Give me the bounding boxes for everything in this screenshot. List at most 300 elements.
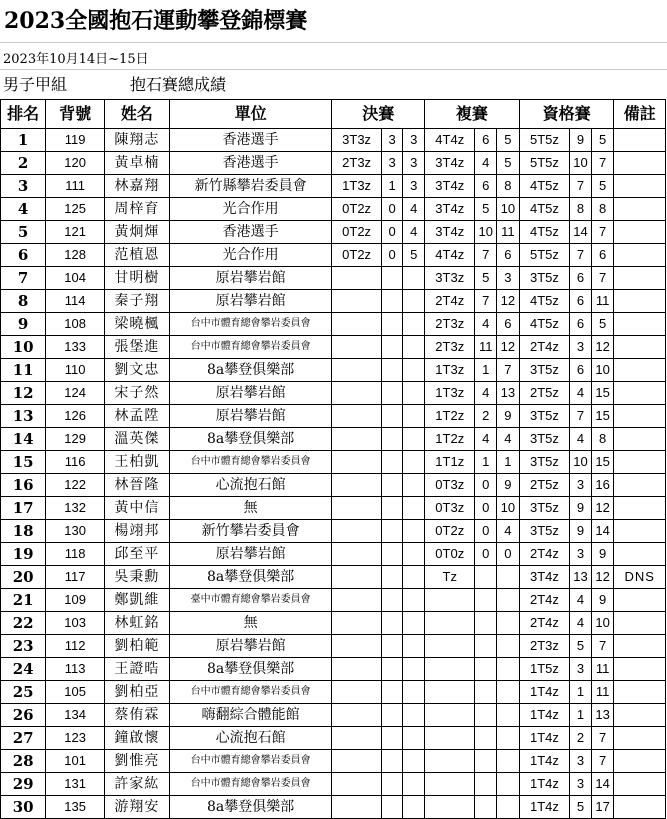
table-row <box>1 520 666 543</box>
team-cell: 嗨翻綜合體能館 <box>169 704 332 727</box>
semi-zones-attempts-cell: 13 <box>497 382 520 405</box>
note-cell <box>614 796 666 819</box>
table-row <box>1 152 666 175</box>
rank-cell: 28 <box>1 750 46 773</box>
note-cell <box>614 635 666 658</box>
table-row <box>1 336 666 359</box>
final-result-cell <box>332 612 381 635</box>
table-row <box>1 474 666 497</box>
qual-tops-attempts-cell: 4 <box>570 612 592 635</box>
name-cell: 王柏凱 <box>104 451 169 474</box>
bib-cell: 129 <box>46 428 105 451</box>
final-zones-attempts-cell <box>403 681 425 704</box>
semi-tops-attempts-cell <box>475 658 497 681</box>
final-result-cell <box>332 796 381 819</box>
final-zones-attempts-cell <box>403 543 425 566</box>
rank-cell: 17 <box>1 497 46 520</box>
qual-zones-attempts-cell: 11 <box>591 658 614 681</box>
rank-cell: 27 <box>1 727 46 750</box>
final-zones-attempts-cell <box>403 520 425 543</box>
qual-tops-attempts-cell: 10 <box>570 152 592 175</box>
semi-result-cell: 0T2z <box>425 520 475 543</box>
final-result-cell <box>332 750 381 773</box>
qual-result-cell: 3T5z <box>519 451 569 474</box>
qual-tops-attempts-cell: 5 <box>570 635 592 658</box>
qual-zones-attempts-cell: 7 <box>591 267 614 290</box>
note-cell <box>614 313 666 336</box>
qual-zones-attempts-cell: 7 <box>591 750 614 773</box>
bib-cell: 133 <box>46 336 105 359</box>
bib-cell: 117 <box>46 566 105 589</box>
semi-zones-attempts-cell <box>497 658 520 681</box>
table-row <box>1 428 666 451</box>
note-cell <box>614 658 666 681</box>
semi-tops-attempts-cell: 5 <box>475 267 497 290</box>
divider <box>0 69 667 70</box>
name-cell: 許家紘 <box>104 773 169 796</box>
semi-zones-attempts-cell <box>497 635 520 658</box>
name-cell: 張堡進 <box>104 336 169 359</box>
note-cell <box>614 428 666 451</box>
divider <box>0 42 667 43</box>
bib-cell: 135 <box>46 796 105 819</box>
final-result-cell <box>332 543 381 566</box>
semi-result-cell: 4T4z <box>425 129 475 152</box>
final-tops-attempts-cell <box>381 313 403 336</box>
name-cell: 溫英傑 <box>104 428 169 451</box>
name-cell: 秦子翔 <box>104 290 169 313</box>
bib-cell: 110 <box>46 359 105 382</box>
rank-cell: 6 <box>1 244 46 267</box>
rank-cell: 24 <box>1 658 46 681</box>
bib-cell: 112 <box>46 635 105 658</box>
semi-zones-attempts-cell: 7 <box>497 359 520 382</box>
semi-result-cell <box>425 635 475 658</box>
final-result-cell <box>332 566 381 589</box>
rank-cell: 21 <box>1 589 46 612</box>
name-cell: 陳翔志 <box>104 129 169 152</box>
name-cell: 林虹銘 <box>104 612 169 635</box>
final-tops-attempts-cell <box>381 727 403 750</box>
final-result-cell <box>332 773 381 796</box>
name-cell: 王證晧 <box>104 658 169 681</box>
qual-tops-attempts-cell: 7 <box>570 244 592 267</box>
semi-result-cell <box>425 727 475 750</box>
final-tops-attempts-cell <box>381 336 403 359</box>
semi-tops-attempts-cell: 7 <box>475 290 497 313</box>
group-label: 男子甲組 <box>3 75 68 94</box>
team-cell: 台中市體育總會攀岩委員會 <box>169 336 332 359</box>
note-cell <box>614 773 666 796</box>
final-tops-attempts-cell <box>381 451 403 474</box>
qual-zones-attempts-cell: 6 <box>591 244 614 267</box>
note-cell <box>614 336 666 359</box>
semi-tops-attempts-cell: 2 <box>475 405 497 428</box>
semi-zones-attempts-cell: 11 <box>497 221 520 244</box>
rank-cell: 30 <box>1 796 46 819</box>
note-cell <box>614 727 666 750</box>
bib-cell: 122 <box>46 474 105 497</box>
semi-tops-attempts-cell: 10 <box>475 221 497 244</box>
final-result-cell <box>332 405 381 428</box>
qual-tops-attempts-cell: 13 <box>570 566 592 589</box>
semi-tops-attempts-cell: 0 <box>475 520 497 543</box>
note-cell <box>614 474 666 497</box>
semi-zones-attempts-cell <box>497 727 520 750</box>
qual-result-cell: 5T5z <box>519 152 569 175</box>
rank-cell: 7 <box>1 267 46 290</box>
qual-tops-attempts-cell: 3 <box>570 543 592 566</box>
name-cell: 林晉隆 <box>104 474 169 497</box>
qual-result-cell: 3T5z <box>519 428 569 451</box>
semi-zones-attempts-cell <box>497 566 520 589</box>
final-tops-attempts-cell <box>381 635 403 658</box>
semi-tops-attempts-cell <box>475 796 497 819</box>
semi-zones-attempts-cell <box>497 773 520 796</box>
table-row <box>1 704 666 727</box>
qual-result-cell: 2T5z <box>519 474 569 497</box>
semi-tops-attempts-cell <box>475 566 497 589</box>
table-row <box>1 382 666 405</box>
semi-zones-attempts-cell: 1 <box>497 451 520 474</box>
name-cell: 吳秉勳 <box>104 566 169 589</box>
final-result-cell <box>332 267 381 290</box>
final-zones-attempts-cell <box>403 750 425 773</box>
team-cell: 光合作用 <box>169 198 332 221</box>
qual-tops-attempts-cell: 14 <box>570 221 592 244</box>
qual-tops-attempts-cell: 9 <box>570 129 592 152</box>
table-row <box>1 658 666 681</box>
final-result-cell <box>332 336 381 359</box>
bib-cell: 123 <box>46 727 105 750</box>
team-cell: 心流抱石館 <box>169 727 332 750</box>
semi-tops-attempts-cell: 5 <box>475 198 497 221</box>
final-tops-attempts-cell: 3 <box>381 152 403 175</box>
qual-result-cell: 1T5z <box>519 658 569 681</box>
final-zones-attempts-cell <box>403 796 425 819</box>
final-zones-attempts-cell <box>403 704 425 727</box>
bib-cell: 121 <box>46 221 105 244</box>
qual-tops-attempts-cell: 6 <box>570 267 592 290</box>
final-result-cell <box>332 727 381 750</box>
note-cell <box>614 520 666 543</box>
note-cell <box>614 704 666 727</box>
bib-cell: 120 <box>46 152 105 175</box>
final-tops-attempts-cell <box>381 405 403 428</box>
header-semi: 複賽 <box>425 100 520 129</box>
semi-result-cell <box>425 681 475 704</box>
bib-cell: 131 <box>46 773 105 796</box>
table-row <box>1 497 666 520</box>
qual-result-cell: 2T5z <box>519 382 569 405</box>
rank-cell: 19 <box>1 543 46 566</box>
team-cell: 光合作用 <box>169 244 332 267</box>
semi-tops-attempts-cell: 4 <box>475 152 497 175</box>
bib-cell: 108 <box>46 313 105 336</box>
semi-tops-attempts-cell: 6 <box>475 129 497 152</box>
rank-cell: 16 <box>1 474 46 497</box>
final-result-cell <box>332 474 381 497</box>
note-cell <box>614 290 666 313</box>
table-row <box>1 129 666 152</box>
name-cell: 黃卓楠 <box>104 152 169 175</box>
semi-result-cell: 2T4z <box>425 290 475 313</box>
note-cell <box>614 405 666 428</box>
name-cell: 黃中信 <box>104 497 169 520</box>
bib-cell: 128 <box>46 244 105 267</box>
table-row <box>1 773 666 796</box>
note-cell <box>614 198 666 221</box>
qual-tops-attempts-cell: 7 <box>570 405 592 428</box>
rank-cell: 18 <box>1 520 46 543</box>
header-bib: 背號 <box>46 100 105 129</box>
bib-cell: 111 <box>46 175 105 198</box>
name-cell: 宋子然 <box>104 382 169 405</box>
qual-tops-attempts-cell: 7 <box>570 175 592 198</box>
final-zones-attempts-cell <box>403 612 425 635</box>
note-cell <box>614 359 666 382</box>
qual-result-cell: 1T4z <box>519 681 569 704</box>
semi-result-cell: 3T4z <box>425 175 475 198</box>
rank-cell: 23 <box>1 635 46 658</box>
team-cell: 香港選手 <box>169 129 332 152</box>
team-cell: 原岩攀岩館 <box>169 543 332 566</box>
note-cell <box>614 221 666 244</box>
semi-result-cell: 0T3z <box>425 497 475 520</box>
qual-zones-attempts-cell: 13 <box>591 704 614 727</box>
semi-tops-attempts-cell <box>475 704 497 727</box>
final-result-cell <box>332 497 381 520</box>
final-result-cell <box>332 520 381 543</box>
semi-tops-attempts-cell: 1 <box>475 359 497 382</box>
note-cell <box>614 497 666 520</box>
note-cell <box>614 152 666 175</box>
qual-tops-attempts-cell: 6 <box>570 290 592 313</box>
semi-result-cell <box>425 773 475 796</box>
qual-tops-attempts-cell: 1 <box>570 681 592 704</box>
qual-tops-attempts-cell: 1 <box>570 704 592 727</box>
name-cell: 梁曉楓 <box>104 313 169 336</box>
qual-tops-attempts-cell: 10 <box>570 451 592 474</box>
semi-zones-attempts-cell: 9 <box>497 405 520 428</box>
semi-result-cell <box>425 658 475 681</box>
table-row <box>1 198 666 221</box>
rank-cell: 26 <box>1 704 46 727</box>
semi-result-cell <box>425 612 475 635</box>
rank-cell: 1 <box>1 129 46 152</box>
table-row <box>1 589 666 612</box>
semi-zones-attempts-cell <box>497 796 520 819</box>
semi-tops-attempts-cell: 0 <box>475 543 497 566</box>
semi-tops-attempts-cell <box>475 750 497 773</box>
final-tops-attempts-cell <box>381 359 403 382</box>
semi-result-cell: 0T0z <box>425 543 475 566</box>
team-cell: 新竹縣攀岩委員會 <box>169 175 332 198</box>
qual-tops-attempts-cell: 9 <box>570 520 592 543</box>
semi-result-cell: 1T2z <box>425 405 475 428</box>
qual-result-cell: 3T5z <box>519 520 569 543</box>
semi-tops-attempts-cell: 0 <box>475 474 497 497</box>
qual-result-cell: 2T4z <box>519 612 569 635</box>
qual-tops-attempts-cell: 4 <box>570 428 592 451</box>
rank-cell: 8 <box>1 290 46 313</box>
note-cell <box>614 244 666 267</box>
qual-tops-attempts-cell: 4 <box>570 589 592 612</box>
semi-zones-attempts-cell <box>497 589 520 612</box>
rank-cell: 13 <box>1 405 46 428</box>
name-cell: 林嘉翔 <box>104 175 169 198</box>
header-name: 姓名 <box>104 100 169 129</box>
qual-zones-attempts-cell: 15 <box>591 382 614 405</box>
final-result-cell <box>332 382 381 405</box>
semi-zones-attempts-cell <box>497 681 520 704</box>
bib-cell: 104 <box>46 267 105 290</box>
bib-cell: 134 <box>46 704 105 727</box>
final-zones-attempts-cell <box>403 566 425 589</box>
qual-zones-attempts-cell: 5 <box>591 175 614 198</box>
final-tops-attempts-cell: 0 <box>381 198 403 221</box>
note-cell <box>614 681 666 704</box>
qual-result-cell: 5T5z <box>519 244 569 267</box>
qual-result-cell: 4T5z <box>519 313 569 336</box>
final-result-cell <box>332 313 381 336</box>
header-rank: 排名 <box>1 100 46 129</box>
team-cell: 8a攀登俱樂部 <box>169 428 332 451</box>
team-cell: 原岩攀岩館 <box>169 267 332 290</box>
qual-result-cell: 4T5z <box>519 198 569 221</box>
note-cell <box>614 267 666 290</box>
qual-result-cell: 1T4z <box>519 750 569 773</box>
final-zones-attempts-cell <box>403 405 425 428</box>
qual-zones-attempts-cell: 17 <box>591 796 614 819</box>
final-zones-attempts-cell <box>403 290 425 313</box>
bib-cell: 105 <box>46 681 105 704</box>
rank-cell: 25 <box>1 681 46 704</box>
final-zones-attempts-cell <box>403 773 425 796</box>
final-zones-attempts-cell <box>403 497 425 520</box>
final-zones-attempts-cell <box>403 313 425 336</box>
qual-result-cell: 3T5z <box>519 405 569 428</box>
qual-result-cell: 1T4z <box>519 773 569 796</box>
qual-result-cell: 4T5z <box>519 290 569 313</box>
final-zones-attempts-cell: 3 <box>403 175 425 198</box>
qual-zones-attempts-cell: 12 <box>591 336 614 359</box>
qual-result-cell: 3T5z <box>519 267 569 290</box>
final-tops-attempts-cell <box>381 497 403 520</box>
semi-tops-attempts-cell <box>475 635 497 658</box>
rank-cell: 20 <box>1 566 46 589</box>
name-cell: 劉文忠 <box>104 359 169 382</box>
note-cell <box>614 612 666 635</box>
bib-cell: 116 <box>46 451 105 474</box>
final-tops-attempts-cell <box>381 796 403 819</box>
qual-tops-attempts-cell: 5 <box>570 796 592 819</box>
qual-result-cell: 3T5z <box>519 359 569 382</box>
final-result-cell <box>332 589 381 612</box>
qual-zones-attempts-cell: 8 <box>591 428 614 451</box>
qual-zones-attempts-cell: 8 <box>591 198 614 221</box>
semi-result-cell: 2T3z <box>425 336 475 359</box>
qual-tops-attempts-cell: 6 <box>570 313 592 336</box>
name-cell: 鐘啟懷 <box>104 727 169 750</box>
qual-zones-attempts-cell: 7 <box>591 152 614 175</box>
semi-tops-attempts-cell <box>475 681 497 704</box>
semi-tops-attempts-cell: 11 <box>475 336 497 359</box>
team-cell: 8a攀登俱樂部 <box>169 658 332 681</box>
team-cell: 8a攀登俱樂部 <box>169 796 332 819</box>
table-row <box>1 313 666 336</box>
qual-zones-attempts-cell: 12 <box>591 566 614 589</box>
semi-result-cell <box>425 750 475 773</box>
name-cell: 蔡侑霖 <box>104 704 169 727</box>
note-cell <box>614 750 666 773</box>
semi-tops-attempts-cell <box>475 727 497 750</box>
team-cell: 台中市體育總會攀岩委員會 <box>169 773 332 796</box>
qual-result-cell: 5T5z <box>519 129 569 152</box>
qual-zones-attempts-cell: 9 <box>591 543 614 566</box>
team-cell: 原岩攀岩館 <box>169 290 332 313</box>
semi-zones-attempts-cell <box>497 612 520 635</box>
note-cell <box>614 451 666 474</box>
final-zones-attempts-cell: 3 <box>403 129 425 152</box>
name-cell: 甘明樹 <box>104 267 169 290</box>
bib-cell: 113 <box>46 658 105 681</box>
qual-result-cell: 2T4z <box>519 336 569 359</box>
semi-zones-attempts-cell: 10 <box>497 497 520 520</box>
semi-zones-attempts-cell: 3 <box>497 267 520 290</box>
final-result-cell <box>332 681 381 704</box>
final-zones-attempts-cell <box>403 359 425 382</box>
final-tops-attempts-cell: 3 <box>381 129 403 152</box>
semi-zones-attempts-cell: 5 <box>497 152 520 175</box>
rank-cell: 5 <box>1 221 46 244</box>
qual-tops-attempts-cell: 2 <box>570 727 592 750</box>
rank-cell: 4 <box>1 198 46 221</box>
semi-zones-attempts-cell: 5 <box>497 129 520 152</box>
name-cell: 黃炯煇 <box>104 221 169 244</box>
name-cell: 劉柏亞 <box>104 681 169 704</box>
qual-zones-attempts-cell: 15 <box>591 405 614 428</box>
bib-cell: 101 <box>46 750 105 773</box>
table-row <box>1 221 666 244</box>
semi-zones-attempts-cell: 6 <box>497 313 520 336</box>
note-cell <box>614 382 666 405</box>
final-tops-attempts-cell <box>381 474 403 497</box>
rank-cell: 11 <box>1 359 46 382</box>
table-row <box>1 543 666 566</box>
semi-tops-attempts-cell: 4 <box>475 313 497 336</box>
team-cell: 原岩攀岩館 <box>169 405 332 428</box>
team-cell: 香港選手 <box>169 152 332 175</box>
team-cell: 香港選手 <box>169 221 332 244</box>
final-zones-attempts-cell <box>403 589 425 612</box>
team-cell: 臺中市體育總會攀岩委員會 <box>169 589 332 612</box>
qual-zones-attempts-cell: 11 <box>591 290 614 313</box>
team-cell: 心流抱石館 <box>169 474 332 497</box>
qual-tops-attempts-cell: 6 <box>570 359 592 382</box>
final-zones-attempts-cell <box>403 336 425 359</box>
semi-zones-attempts-cell: 0 <box>497 543 520 566</box>
semi-tops-attempts-cell <box>475 773 497 796</box>
name-cell: 游翔安 <box>104 796 169 819</box>
rank-cell: 9 <box>1 313 46 336</box>
final-tops-attempts-cell <box>381 290 403 313</box>
final-tops-attempts-cell: 0 <box>381 244 403 267</box>
qual-zones-attempts-cell: 15 <box>591 451 614 474</box>
name-cell: 劉柏範 <box>104 635 169 658</box>
final-tops-attempts-cell: 1 <box>381 175 403 198</box>
results-table <box>0 99 666 819</box>
